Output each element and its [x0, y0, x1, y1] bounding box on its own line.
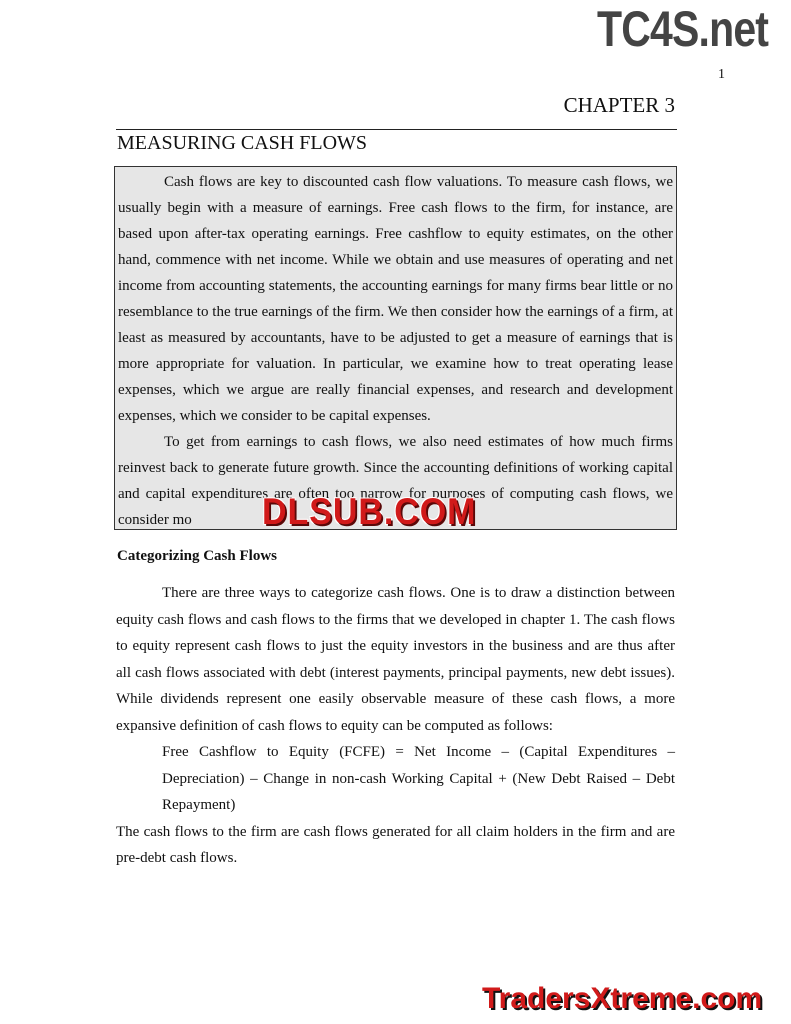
chapter-label: CHAPTER 3	[563, 93, 675, 117]
section-heading: Categorizing Cash Flows	[117, 548, 277, 564]
watermark-logo-bottom: TradersXtreme.com	[482, 982, 763, 1015]
page-number: 1	[718, 67, 725, 82]
section-body	[116, 580, 675, 872]
summary-paragraph-2: To get from earnings to cash flows, we also need estimates of how much firms reinvest back to generate future growth. Since the accounting definitions of working capital and capital expenditures are often too narrow for purposes of computing cash flows, we consider mo	[118, 434, 673, 528]
title-rule	[116, 129, 677, 130]
watermark-logo-middle: DLSUB.COM	[262, 491, 477, 532]
summary-paragraph-1: Cash flows are key to discounted cash flow valuations. To measure cash flows, we usually begin with a measure of earnings. Free cash flows to the firm, for instance, are based upon after-tax operating earnings. Free cashflow to equity estimates, on the other hand, commence with net income. While we obtain and use measures of operating and net income from accounting statements, the accounting earnings for many firms bear little or no resemblance to the true earnings of the firm. We then consider how the earnings of a firm, at least as measured by accountants, have to be adjusted to get a measure of earnings that is more appropriate for valuation. In particular, we examine how to treat operating lease expenses, which we argue are really financial expenses, and research and development expenses, which we consider to be capital expenses.	[118, 174, 673, 424]
body-paragraph-2: The cash flows to the firm are cash flows generated for all claim holders in the firm and are pre-debt cash flows.	[116, 823, 675, 866]
chapter-title: MEASURING CASH FLOWS	[117, 132, 368, 154]
chapter-summary-box	[114, 166, 677, 530]
body-paragraph-1: There are three ways to categorize cash flows. One is to draw a distinction between equity cash flows and cash flows to the firms that we developed in chapter 1. The cash flows to equity represent cash flows to just the equity investors in the business and are thus after all cash flows associated with debt (interest payments, principal payments, new debt issues). While dividends represent one easily observable measure of these cash flows, a more expansive definition of cash flows to equity can be computed as follows:	[116, 585, 675, 734]
fcfe-formula: Free Cashflow to Equity (FCFE) = Net Income – (Capital Expenditures – Depreciation) – Change in non-cash Working Capital + (New Debt Raised – Debt Repayment)	[162, 744, 675, 813]
watermark-logo-top: TC4S.net	[597, 1, 769, 57]
